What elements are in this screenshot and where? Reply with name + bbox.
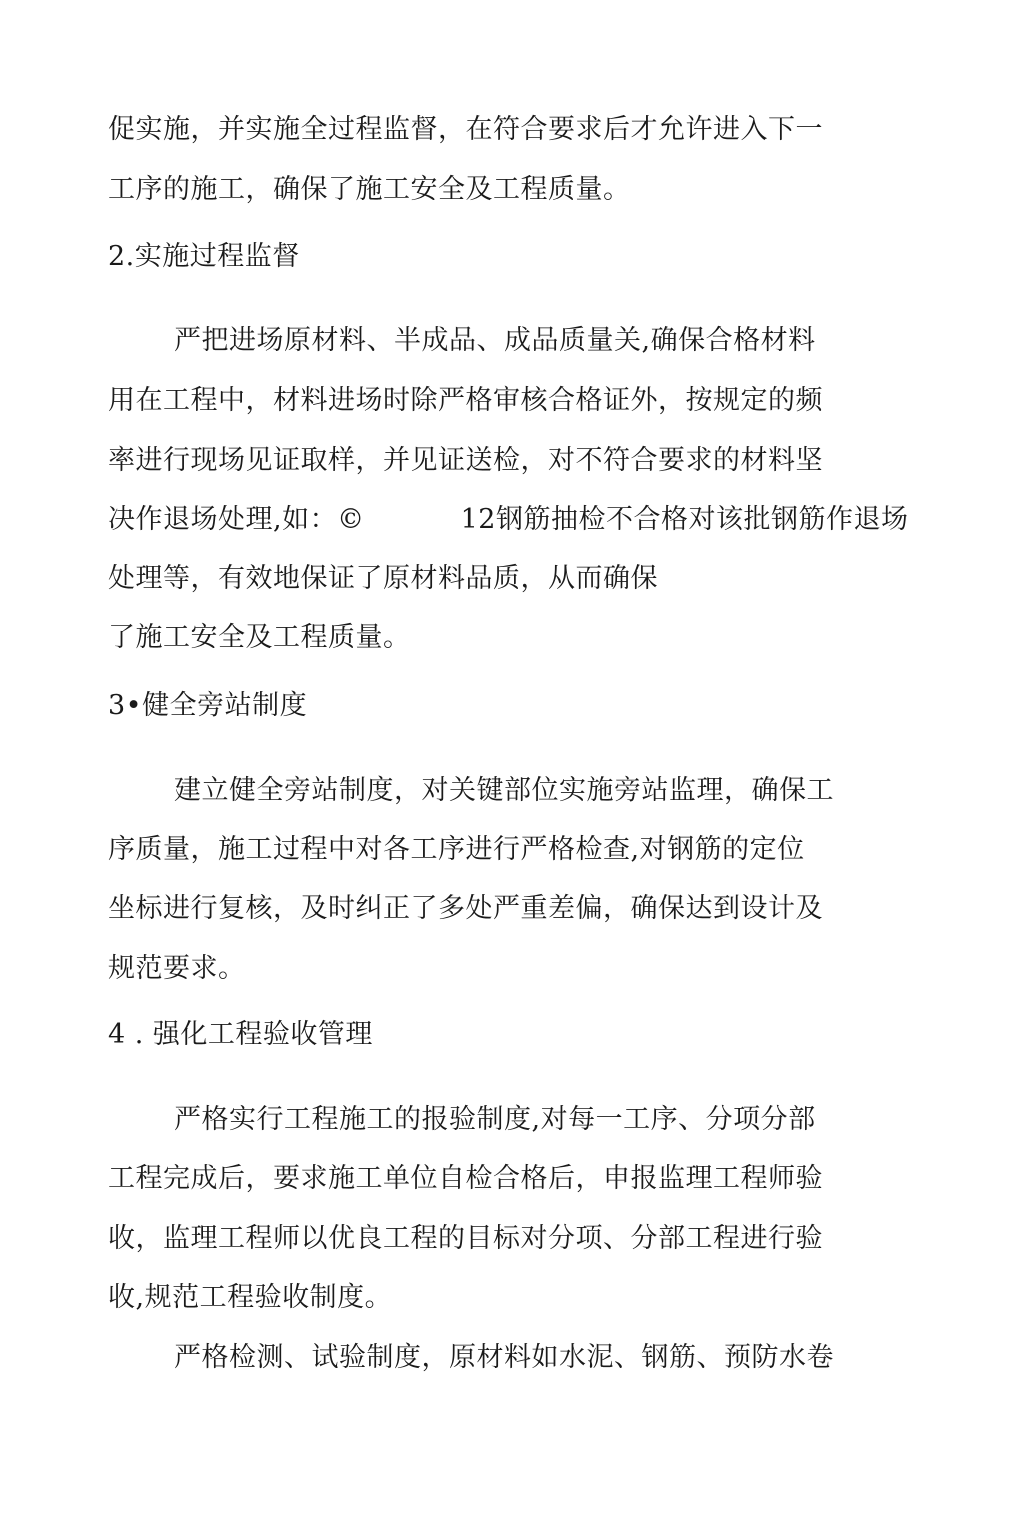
line-segment: 决作退场处理,如：© [108, 504, 365, 535]
paragraph-line: 了施工安全及工程质量。 [108, 622, 411, 653]
paragraph-line: 率进行现场见证取样，并见证送检，对不符合要求的材料坚 [108, 445, 823, 476]
paragraph-line: 坐标进行复核，及时纠正了多处严重差偏，确保达到设计及 [108, 893, 823, 924]
paragraph-line: 收,规范工程验收制度。 [108, 1282, 393, 1313]
paragraph-line [108, 502, 908, 538]
paragraph-line: 用在工程中，材料进场时除严格审核合格证外，按规定的频 [108, 385, 823, 416]
paragraph-line: 建立健全旁站制度，对关键部位实施旁站监理，确保工 [174, 775, 834, 806]
line-segment: 12钢筋抽检不合格对该批钢筋作退场 [460, 504, 909, 535]
paragraph-line: 规范要求。 [108, 953, 246, 984]
paragraph-line: 严把进场原材料、半成品、成品质量关,确保合格材料 [174, 325, 816, 356]
paragraph-line: 工序的施工，确保了施工安全及工程质量。 [108, 174, 631, 205]
paragraph-line: 严格实行工程施工的报验制度,对每一工序、分项分部 [174, 1104, 816, 1135]
section-heading: 4 . 强化工程验收管理 [108, 1019, 373, 1050]
paragraph-line: 处理等，有效地保证了原材料品质，从而确保 [108, 563, 658, 594]
paragraph-line: 严格检测、试验制度，原材料如水泥、钢筋、预防水卷 [174, 1342, 834, 1373]
paragraph-line: 序质量，施工过程中对各工序进行严格检查,对钢筋的定位 [108, 834, 805, 865]
paragraph-line: 促实施，并实施全过程监督，在符合要求后才允许进入下一 [108, 114, 823, 145]
section-heading: 2.实施过程监督 [108, 241, 300, 272]
section-heading: 3•健全旁站制度 [108, 690, 308, 721]
paragraph-line: 收，监理工程师以优良工程的目标对分项、分部工程进行验 [108, 1223, 823, 1254]
paragraph-line: 工程完成后，要求施工单位自检合格后，申报监理工程师验 [108, 1163, 823, 1194]
